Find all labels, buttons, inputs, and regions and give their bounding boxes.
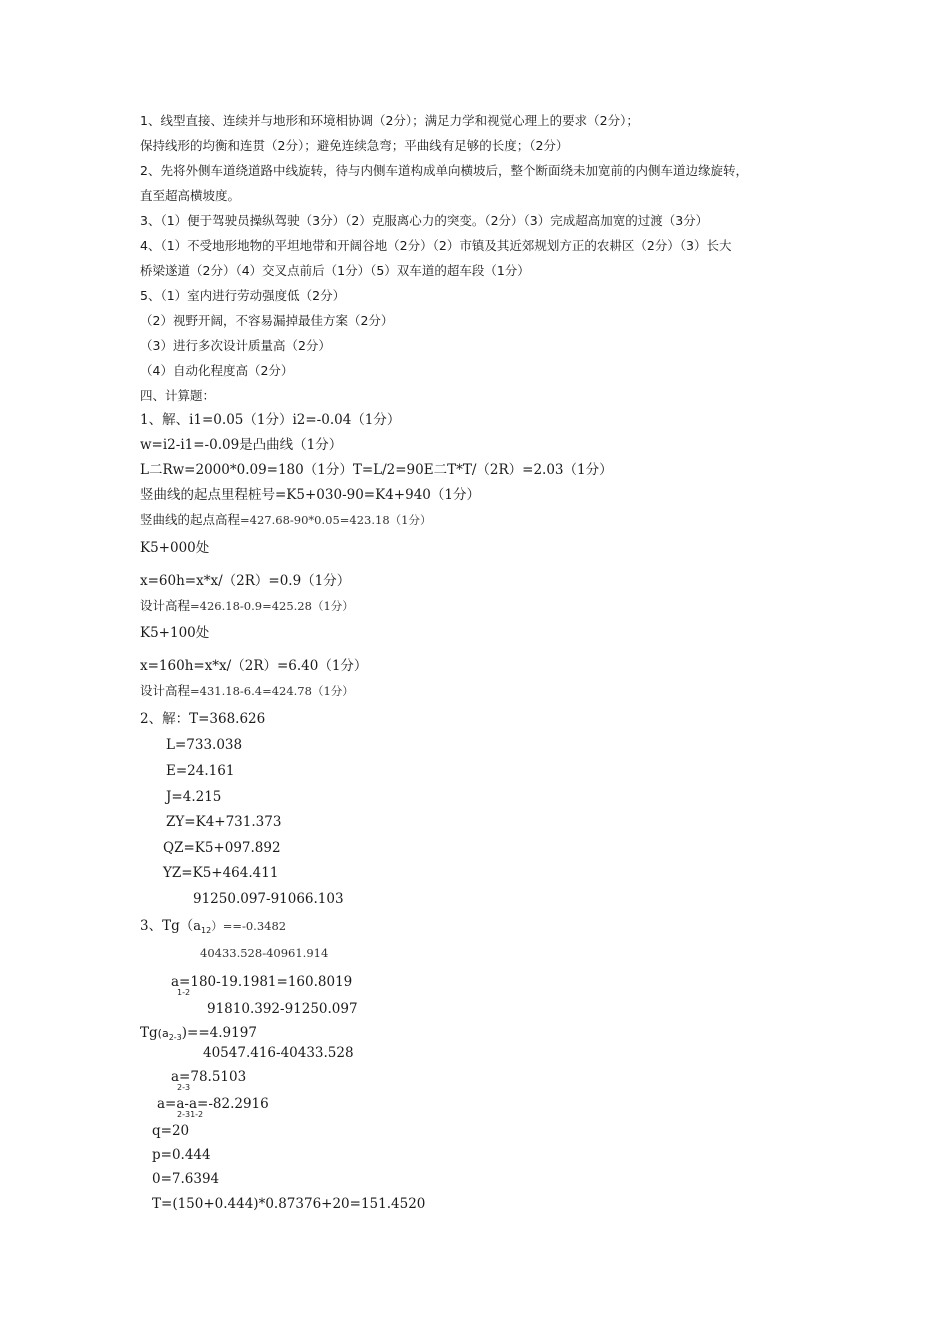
calc3-line-1-alpha: a (193, 919, 202, 934)
calc1-line-8 (140, 598, 354, 615)
answer-line-4: 直至超高横坡度。 (140, 188, 241, 203)
calc1-line-8-value: =426.18-0.9=425.28（1分） (190, 599, 354, 613)
calc1-line-11 (140, 683, 354, 700)
answer-line-8: 5、（1）室内进行劳动强度低（2分） (140, 288, 346, 303)
calc1-line-2: w=i2-i1=-0.09是凸曲线（1分） (140, 437, 343, 453)
answer-line-9: （2）视野开阔，不容易漏掉最佳方案（2分） (140, 313, 394, 328)
answer-line-6: 4、（1）不受地形地物的平坦地带和开阔谷地（2分）（2）市镇及其近郊规划方正的农耕区（2分）（3）长大 (140, 238, 732, 253)
calc3-line-5 (140, 1025, 257, 1046)
calc1-line-5-label: 竖曲线的起点高程 (140, 512, 241, 527)
calc3-line-8-subscript: 2-31-2 (177, 1110, 204, 1119)
calc3-line-3-subscript: 1-2 (177, 988, 191, 997)
calc3-line-11: 0=7.6394 (152, 1171, 220, 1187)
calc1-line-11-value: =431.18-6.4=424.78（1分） (190, 684, 354, 698)
calc3-line-9: q=20 (152, 1123, 190, 1139)
calc3-line-8: a=a-a=-82.2916 (157, 1096, 269, 1112)
calc-heading: 四、计算题： (140, 388, 216, 403)
calc3-line-5-subscript: 2-3 (168, 1033, 182, 1042)
calc2-line-1: 2、解：T=368.626 (140, 711, 266, 727)
calc1-line-8-label: 设计高程 (140, 598, 191, 613)
calc3-line-7-subscript: 2-3 (177, 1083, 191, 1092)
calc1-line-4: 竖曲线的起点里程桩号=K5+030-90=K4+940（1分） (140, 487, 480, 503)
calc3-line-5-value: )==4.9197 (181, 1025, 257, 1041)
calc2-line-6: QZ=K5+097.892 (163, 840, 281, 856)
calc2-line-4: J=4.215 (166, 789, 222, 805)
answer-line-2: 保持线形的均衡和连贯（2分）；避免连续急弯；平曲线有足够的长度；（2分） (140, 138, 569, 153)
answer-line-10: （3）进行多次设计质量高（2分） (140, 338, 331, 353)
calc3-line-12: T=(150+0.444)*0.87376+20=151.4520 (152, 1196, 426, 1212)
calc1-line-5 (140, 512, 431, 529)
calc3-line-1 (140, 918, 286, 939)
calc3-line-2: 40433.528-40961.914 (200, 946, 329, 960)
answer-line-11: （4）自动化程度高（2分） (140, 363, 294, 378)
calc2-line-7: YZ=K5+464.411 (163, 865, 279, 881)
calc3-line-5-prefix: Tg (140, 1025, 158, 1041)
calc3-line-4: 91810.392-91250.097 (207, 1001, 358, 1017)
calc3-line-7: a=78.5103 (171, 1069, 247, 1085)
calc3-line-10: p=0.444 (152, 1147, 211, 1163)
calc1-line-11-label: 设计高程 (140, 683, 191, 698)
answer-line-1: 1、线型直接、连续并与地形和环境相协调（2分）；满足力学和视觉心理上的要求（2分）； (140, 113, 639, 128)
calc1-line-3: L二Rw=2000*0.09=180（1分）T=L/2=90E二T*T/（2R）=2.03（1分） (140, 462, 613, 478)
calc3-line-1-subscript: 12 (201, 926, 212, 935)
calc3-line-1-value: ）==-0.3482 (211, 919, 287, 933)
calc2-line-8: 91250.097-91066.103 (193, 891, 344, 907)
calc1-line-7: x=60h=x*x/（2R）=0.9（1分） (140, 573, 351, 589)
calc3-line-1-prefix: 3、Tg（ (140, 918, 194, 934)
calc2-line-3: E=24.161 (166, 763, 235, 779)
answer-line-7: 桥梁遂道（2分）（4）交叉点前后（1分）（5）双车道的超车段（1分） (140, 263, 530, 278)
calc2-line-5: ZY=K4+731.373 (166, 814, 282, 830)
calc1-line-10: x=160h=x*x/（2R）=6.40（1分） (140, 658, 368, 674)
answer-line-5: 3、（1）便于驾驶员操纵驾驶（3分）（2）克服离心力的突变。（2分）（3）完成超高加宽的过渡（3分） (140, 213, 709, 228)
calc3-line-6: 40547.416-40433.528 (203, 1045, 354, 1061)
calc3-line-5-alpha: (a (157, 1027, 169, 1040)
calc1-line-1: 1、解、i1=0.05（1分）i2=-0.04（1分） (140, 412, 401, 428)
calc3-line-3: a=180-19.1981=160.8019 (171, 974, 353, 990)
calc1-line-5-value: =427.68-90*0.05=423.18（1分） (240, 513, 432, 527)
calc2-line-2: L=733.038 (166, 737, 243, 753)
calc1-line-6: K5+000处 (140, 540, 210, 556)
calc1-line-9: K5+100处 (140, 625, 210, 641)
answer-line-3: 2、先将外侧车道绕道路中线旋转，待与内侧车道构成单向横坡后，整个断面绕未加宽前的内侧车道边缘旋转， (140, 163, 748, 178)
